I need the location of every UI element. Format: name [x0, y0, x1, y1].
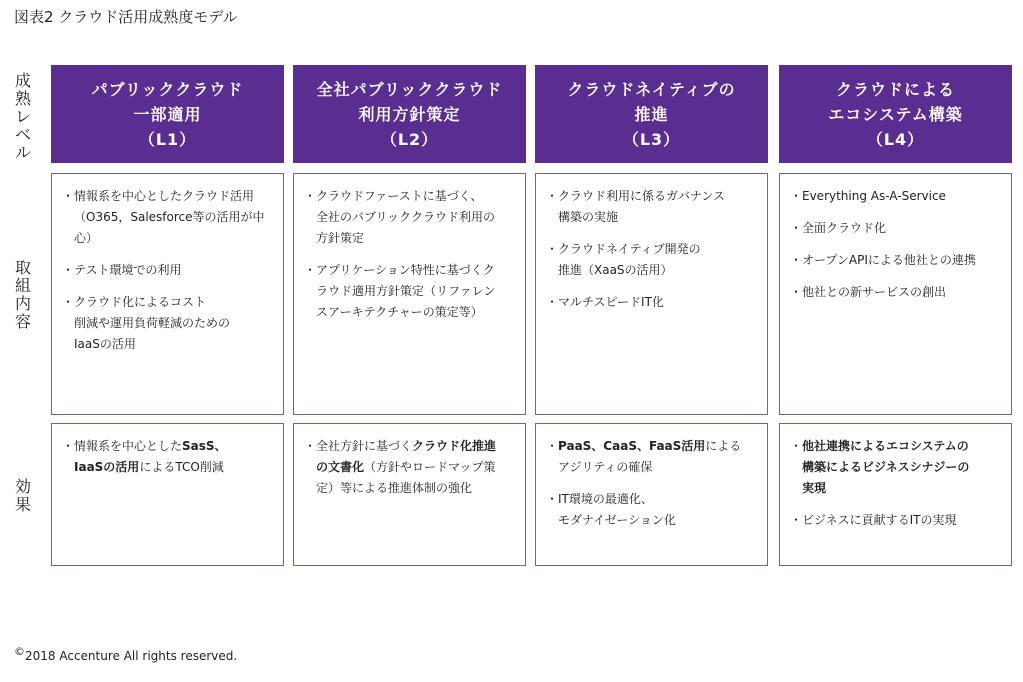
bullet-mark: ・ — [790, 189, 803, 203]
initiative-text — [74, 292, 275, 355]
bullet-mark: ・ — [546, 439, 559, 453]
initiative-line: オープンAPIによる他社との連携 — [802, 253, 976, 267]
initiative-text — [74, 260, 275, 281]
level-header-l2 — [293, 65, 526, 163]
effect-fragment: モダナイゼーション化 — [558, 513, 676, 527]
initiative-text — [802, 186, 1003, 207]
copyright-symbol: © — [14, 645, 25, 658]
initiative-text — [316, 260, 517, 323]
initiatives-box-l2 — [293, 173, 526, 415]
initiative-line: 情報系を中心としたクラウド活用 — [74, 189, 255, 203]
effect-item — [790, 510, 1003, 531]
effect-emphasis: 他社連携によるエコシステムの — [802, 439, 969, 453]
level-header-line: （L4） — [866, 129, 925, 149]
level-header-line: クラウドによる — [835, 79, 955, 99]
initiative-line: ラウド適用方針策定（リファレン — [316, 284, 496, 298]
effects-box-l1 — [51, 423, 284, 566]
initiative-line: アプリケーション特性に基づくク — [316, 263, 495, 277]
level-header-line: 利用方針策定 — [358, 104, 461, 124]
effect-emphasis: IaaSの活用 — [74, 460, 140, 474]
effect-text — [558, 489, 759, 531]
effect-text — [802, 436, 1003, 499]
initiative-line: 全社のパブリッククラウド利用の — [316, 210, 496, 224]
initiative-line: クラウドファーストに基づく、 — [316, 189, 483, 203]
effect-emphasis: SasS、 — [182, 439, 227, 453]
effect-fragment: IT環境の最適化、 — [558, 492, 653, 506]
bullet-mark: ・ — [790, 253, 803, 267]
level-header-l1 — [51, 65, 284, 163]
effect-emphasis: 実現 — [802, 481, 827, 495]
initiative-item — [546, 186, 759, 228]
initiative-item — [546, 239, 759, 281]
initiative-line: 方針策定 — [316, 231, 365, 245]
initiatives-box-l4 — [779, 173, 1012, 415]
effect-item — [304, 436, 517, 499]
initiative-item — [62, 186, 275, 249]
initiative-line: Everything As-A-Service — [802, 189, 946, 203]
initiative-item — [790, 218, 1003, 239]
effect-text — [316, 436, 517, 499]
initiative-item — [790, 282, 1003, 303]
bullet-mark: ・ — [304, 189, 317, 203]
effect-item — [62, 436, 275, 478]
effect-fragment: による — [705, 439, 742, 453]
effect-fragment: アジリティの確保 — [558, 460, 653, 474]
level-header-line: 推進 — [634, 104, 669, 124]
effect-fragment: 情報系を中心とした — [74, 439, 183, 453]
initiative-text — [558, 239, 759, 281]
initiative-line: 構築の実施 — [558, 210, 619, 224]
initiative-text — [802, 250, 1003, 271]
initiative-line: 他社との新サービスの創出 — [802, 285, 947, 299]
effect-emphasis: クラウド化推進 — [412, 439, 497, 453]
initiative-text — [802, 282, 1003, 303]
bullet-mark: ・ — [62, 295, 75, 309]
effect-fragment: 定）等による推進体制の強化 — [316, 481, 473, 495]
bullet-mark: ・ — [62, 439, 75, 453]
level-header-l4 — [779, 65, 1012, 163]
initiative-text — [802, 218, 1003, 239]
initiative-text — [558, 186, 759, 228]
effect-fragment: ビジネスに貢献するITの実現 — [802, 513, 957, 527]
initiative-line: 全面クラウド化 — [802, 221, 887, 235]
initiative-item — [304, 260, 517, 323]
bullet-mark: ・ — [304, 263, 317, 277]
initiative-item — [62, 292, 275, 355]
effect-fragment: によるTCO削減 — [139, 460, 224, 474]
level-header-line: エコシステム構築 — [828, 104, 963, 124]
level-header-line: （L1） — [138, 129, 197, 149]
initiatives-box-l3 — [535, 173, 768, 415]
effect-item — [546, 436, 759, 478]
effect-emphasis: PaaS、CaaS、FaaS活用 — [558, 439, 706, 453]
initiative-item — [790, 186, 1003, 207]
initiative-text — [74, 186, 275, 249]
bullet-mark: ・ — [790, 439, 803, 453]
figure-title: 図表2 クラウド活用成熟度モデル — [14, 8, 238, 26]
row-label-maturity-level: 成 熟 レ ベ ル — [14, 71, 31, 162]
bullet-mark: ・ — [546, 242, 559, 256]
bullet-mark: ・ — [790, 513, 803, 527]
bullet-mark: ・ — [790, 221, 803, 235]
initiative-text — [558, 292, 759, 313]
effects-box-l4 — [779, 423, 1012, 566]
initiative-item — [62, 260, 275, 281]
copyright-text: 2018 Accenture All rights reserved. — [25, 649, 238, 663]
initiative-line: （O365，Salesforce等の活用が中心） — [74, 210, 265, 245]
initiative-line: テスト環境での利用 — [74, 263, 182, 277]
effect-fragment: 全社方針に基づく — [316, 439, 413, 453]
bullet-mark: ・ — [546, 189, 559, 203]
initiative-line: 推進（XaaSの活用） — [558, 263, 673, 277]
level-header-line: （L3） — [622, 129, 681, 149]
initiative-line: IaaSの活用 — [74, 337, 136, 351]
initiative-item — [790, 250, 1003, 271]
effect-emphasis: の文書化 — [316, 460, 365, 474]
initiative-line: スアーキテクチャーの策定等） — [316, 305, 483, 319]
effect-item — [546, 489, 759, 531]
effect-emphasis: 構築によるビジネスシナジーの — [802, 460, 970, 474]
effect-fragment: （方針やロードマップ策 — [364, 460, 496, 474]
initiative-line: マルチスピードIT化 — [558, 295, 664, 309]
bullet-mark: ・ — [304, 439, 317, 453]
initiative-line: クラウド化によるコスト — [74, 295, 207, 309]
bullet-mark: ・ — [790, 285, 803, 299]
effect-item — [790, 436, 1003, 499]
level-header-line: クラウドネイティブの — [567, 79, 736, 99]
initiative-item — [546, 292, 759, 313]
initiatives-box-l1 — [51, 173, 284, 415]
level-header-line: 一部適用 — [133, 104, 202, 124]
row-label-effects: 効 果 — [14, 477, 31, 514]
copyright-footer — [14, 645, 237, 663]
effect-text — [802, 510, 1003, 531]
effect-text — [74, 436, 275, 478]
level-header-line: パブリッククラウド — [91, 79, 244, 99]
bullet-mark: ・ — [62, 189, 75, 203]
initiative-item — [304, 186, 517, 249]
level-header-l3 — [535, 65, 768, 163]
initiative-text — [316, 186, 517, 249]
level-header-line: （L2） — [380, 129, 439, 149]
initiative-line: 削減や運用負荷軽減のための — [74, 316, 231, 330]
effects-box-l2 — [293, 423, 526, 566]
effect-text — [558, 436, 759, 478]
initiative-line: クラウド利用に係るガバナンス — [558, 189, 726, 203]
bullet-mark: ・ — [546, 492, 559, 506]
initiative-line: クラウドネイティブ開発の — [558, 242, 701, 256]
row-label-initiatives: 取 組 内 容 — [14, 258, 31, 331]
effects-box-l3 — [535, 423, 768, 566]
bullet-mark: ・ — [62, 263, 75, 277]
bullet-mark: ・ — [546, 295, 559, 309]
level-header-line: 全社パブリッククラウド — [316, 79, 503, 99]
